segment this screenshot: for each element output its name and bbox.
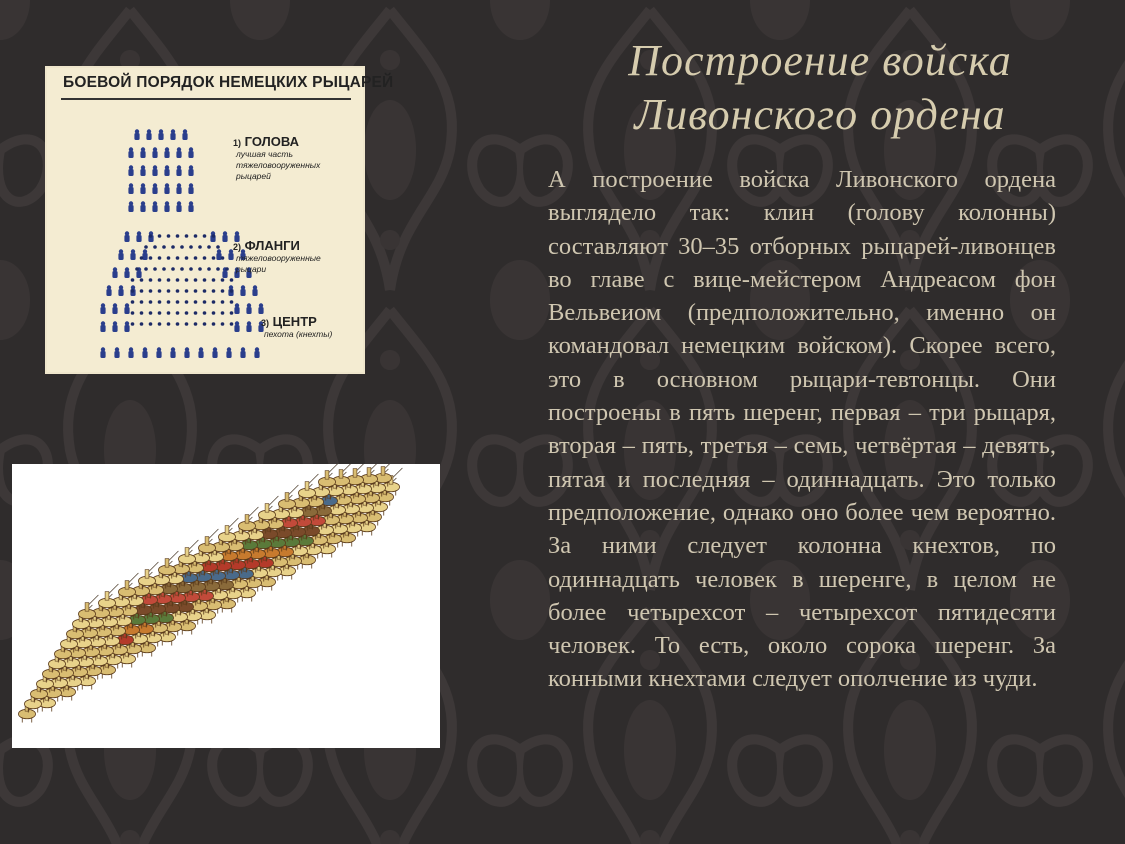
knight-marker (112, 267, 117, 278)
infantry-marker (221, 322, 225, 326)
knight-marker (152, 147, 157, 158)
label-head (233, 134, 332, 182)
infantry-marker (180, 245, 184, 249)
infantry-marker (176, 289, 180, 293)
knight-marker (140, 147, 145, 158)
infantry-marker (203, 300, 207, 304)
label-flanks-desc: тяжеловооруженные рыцари (236, 253, 321, 274)
knight-marker (106, 285, 111, 296)
knight-marker (152, 183, 157, 194)
infantry-marker (189, 267, 193, 271)
infantry-marker (203, 289, 207, 293)
knight-marker (252, 285, 257, 296)
knight-marker (164, 201, 169, 212)
infantry-marker (158, 278, 162, 282)
infantry-marker (158, 234, 162, 238)
infantry-marker (221, 300, 225, 304)
knight-marker (240, 347, 245, 358)
infantry-marker (194, 322, 198, 326)
knight-marker (128, 183, 133, 194)
slide-title (540, 34, 1100, 142)
infantry-marker (230, 289, 234, 293)
infantry-marker (167, 234, 171, 238)
knight-marker (254, 347, 259, 358)
infantry-marker (167, 311, 171, 315)
knight-marker (170, 347, 175, 358)
knight-marker (136, 231, 141, 242)
infantry-marker (162, 267, 166, 271)
knight-marker (188, 201, 193, 212)
knight-marker (114, 347, 119, 358)
infantry-marker (131, 278, 135, 282)
infantry-marker (167, 256, 171, 260)
infantry-marker (158, 300, 162, 304)
infantry-marker (230, 311, 234, 315)
knight-marker (164, 165, 169, 176)
infantry-marker (207, 267, 211, 271)
infantry-marker (194, 300, 198, 304)
infantry-marker (185, 322, 189, 326)
infantry-marker (140, 289, 144, 293)
infantry-marker (140, 300, 144, 304)
knight-marker (188, 147, 193, 158)
label-center-num: 3) (261, 318, 270, 328)
infantry-marker (135, 267, 139, 271)
infantry-marker (149, 289, 153, 293)
label-center-name: ЦЕНТР (272, 314, 317, 329)
infantry-marker (131, 300, 135, 304)
knight-marker (100, 303, 105, 314)
knight-marker (152, 165, 157, 176)
infantry-marker (198, 267, 202, 271)
infantry-marker (144, 267, 148, 271)
knight-marker (140, 183, 145, 194)
infantry-marker (176, 300, 180, 304)
title-line-1: Построение войска (628, 36, 1012, 85)
infantry-marker (131, 322, 135, 326)
infantry-marker (207, 245, 211, 249)
battle-order-diagram (47, 68, 394, 372)
infantry-marker (140, 311, 144, 315)
knight-marker (128, 347, 133, 358)
body-paragraph: А построение войска Ливонского ордена выглядело так: клин (голову колонны) составляют 30–35 отборных рыцарей-ливонцев во главе с вице-мейстером Андреасом фон Вельвеиом (предположительно, именно он командовал немецким войском). Скорее всего, это в основном рыцари-тевтонцы. Они построены в пять шеренг, первая – три рыцаря, вторая – пять, третья – семь, четвёртая – девять, пятая и последняя – одиннадцать. Это только предположение, однако оно более чем вероятно. За ними следует колонна кнехтов, по одиннадцать человек в шеренге, в целом не более четырехсот – четырехсот пятидесяти человек. То есть, около сорока шеренг. За конными кнехтами следует ополчение из чуди. (548, 166, 1056, 693)
infantry-marker (131, 311, 135, 315)
infantry-marker (153, 245, 157, 249)
infantry-marker (149, 256, 153, 260)
infantry-marker (171, 245, 175, 249)
knight-marker (134, 129, 139, 140)
infantry-marker (212, 234, 216, 238)
infantry-marker (149, 322, 153, 326)
infantry-marker (221, 311, 225, 315)
infantry-marker (140, 278, 144, 282)
knight-marker (184, 347, 189, 358)
infantry-marker (167, 322, 171, 326)
knight-marker (100, 347, 105, 358)
cavalry-column-drawing (12, 464, 440, 748)
label-flanks-name: ФЛАНГИ (244, 238, 300, 253)
infantry-marker (221, 256, 225, 260)
label-head-num: 1) (233, 138, 242, 148)
infantry-marker (185, 289, 189, 293)
infantry-marker (176, 234, 180, 238)
infantry-marker (176, 311, 180, 315)
knight-marker (176, 201, 181, 212)
knight-marker (140, 165, 145, 176)
infantry-marker (212, 256, 216, 260)
infantry-marker (176, 322, 180, 326)
infantry-marker (194, 311, 198, 315)
infantry-marker (167, 289, 171, 293)
infantry-marker (212, 278, 216, 282)
infantry-marker (149, 234, 153, 238)
infantry-marker (185, 278, 189, 282)
infantry-marker (185, 311, 189, 315)
infantry-marker (194, 278, 198, 282)
infantry-marker (212, 300, 216, 304)
infantry-marker (185, 234, 189, 238)
diagram-title: БОЕВОЙ ПОРЯДОК НЕМЕЦКИХ РЫЦАРЕЙ (63, 74, 394, 91)
infantry-marker (221, 278, 225, 282)
knight-marker (152, 201, 157, 212)
knight-marker (128, 201, 133, 212)
infantry-marker (149, 311, 153, 315)
infantry-marker (167, 278, 171, 282)
infantry-marker (185, 256, 189, 260)
knight-marker (118, 249, 123, 260)
label-flanks-num: 2) (233, 242, 242, 252)
label-center-desc: пехота (кнехты) (264, 329, 333, 339)
infantry-marker (153, 267, 157, 271)
knight-marker (188, 165, 193, 176)
knight-marker (128, 147, 133, 158)
infantry-marker (216, 267, 220, 271)
infantry-marker (158, 311, 162, 315)
infantry-marker (144, 245, 148, 249)
knight-marker (130, 249, 135, 260)
infantry-marker (203, 278, 207, 282)
infantry-marker (158, 289, 162, 293)
infantry-marker (185, 300, 189, 304)
label-center (261, 314, 360, 340)
knight-marker (182, 129, 187, 140)
infantry-marker (212, 289, 216, 293)
infantry-marker (212, 311, 216, 315)
infantry-marker (176, 256, 180, 260)
infantry-marker (221, 289, 225, 293)
infantry-marker (171, 267, 175, 271)
infantry-marker (203, 322, 207, 326)
knight-marker (198, 347, 203, 358)
infantry-marker (203, 256, 207, 260)
knight-marker (234, 321, 239, 332)
infantry-marker (167, 300, 171, 304)
infantry-marker (149, 300, 153, 304)
knight-marker (176, 147, 181, 158)
knight-marker (128, 165, 133, 176)
infantry-marker (158, 256, 162, 260)
infantry-marker (203, 234, 207, 238)
infantry-marker (203, 311, 207, 315)
knight-marker (176, 183, 181, 194)
knight-marker (164, 147, 169, 158)
infantry-marker (189, 245, 193, 249)
knight-marker (246, 321, 251, 332)
infantry-marker (212, 322, 216, 326)
label-flanks (233, 238, 332, 275)
knight-marker (240, 285, 245, 296)
knight-marker (146, 129, 151, 140)
knight-marker (170, 129, 175, 140)
wedge-formation-illustration (12, 464, 440, 748)
knight-marker (234, 303, 239, 314)
infantry-marker (194, 289, 198, 293)
infantry-marker (140, 322, 144, 326)
infantry-marker (194, 256, 198, 260)
knight-marker (222, 231, 227, 242)
infantry-marker (149, 278, 153, 282)
infantry-marker (216, 245, 220, 249)
knight-marker (112, 303, 117, 314)
knight-marker (212, 347, 217, 358)
knight-marker (226, 347, 231, 358)
infantry-marker (180, 267, 184, 271)
knight-marker (176, 165, 181, 176)
infantry-marker (230, 278, 234, 282)
label-head-name: ГОЛОВА (244, 134, 299, 149)
knight-marker (142, 347, 147, 358)
label-head-desc: лучшая часть тяжеловооруженных рыцарей (236, 149, 321, 181)
knight-marker (124, 321, 129, 332)
title-line-2: Ливонского ордена (634, 90, 1006, 139)
infantry-marker (176, 278, 180, 282)
infantry-marker (194, 234, 198, 238)
knight-marker (140, 201, 145, 212)
infantry-marker (230, 322, 234, 326)
knight-marker (158, 129, 163, 140)
knight-marker (188, 183, 193, 194)
knight-marker (124, 303, 129, 314)
infantry-marker (140, 256, 144, 260)
knight-marker (156, 347, 161, 358)
knight-marker (124, 267, 129, 278)
infantry-marker (230, 300, 234, 304)
infantry-marker (131, 289, 135, 293)
knight-marker (100, 321, 105, 332)
knight-marker (124, 231, 129, 242)
knight-marker (258, 303, 263, 314)
knight-marker (164, 183, 169, 194)
infantry-marker (162, 245, 166, 249)
infantry-marker (225, 267, 229, 271)
knight-marker (112, 321, 117, 332)
infantry-marker (158, 322, 162, 326)
knight-marker (246, 303, 251, 314)
knight-marker (118, 285, 123, 296)
infantry-marker (198, 245, 202, 249)
